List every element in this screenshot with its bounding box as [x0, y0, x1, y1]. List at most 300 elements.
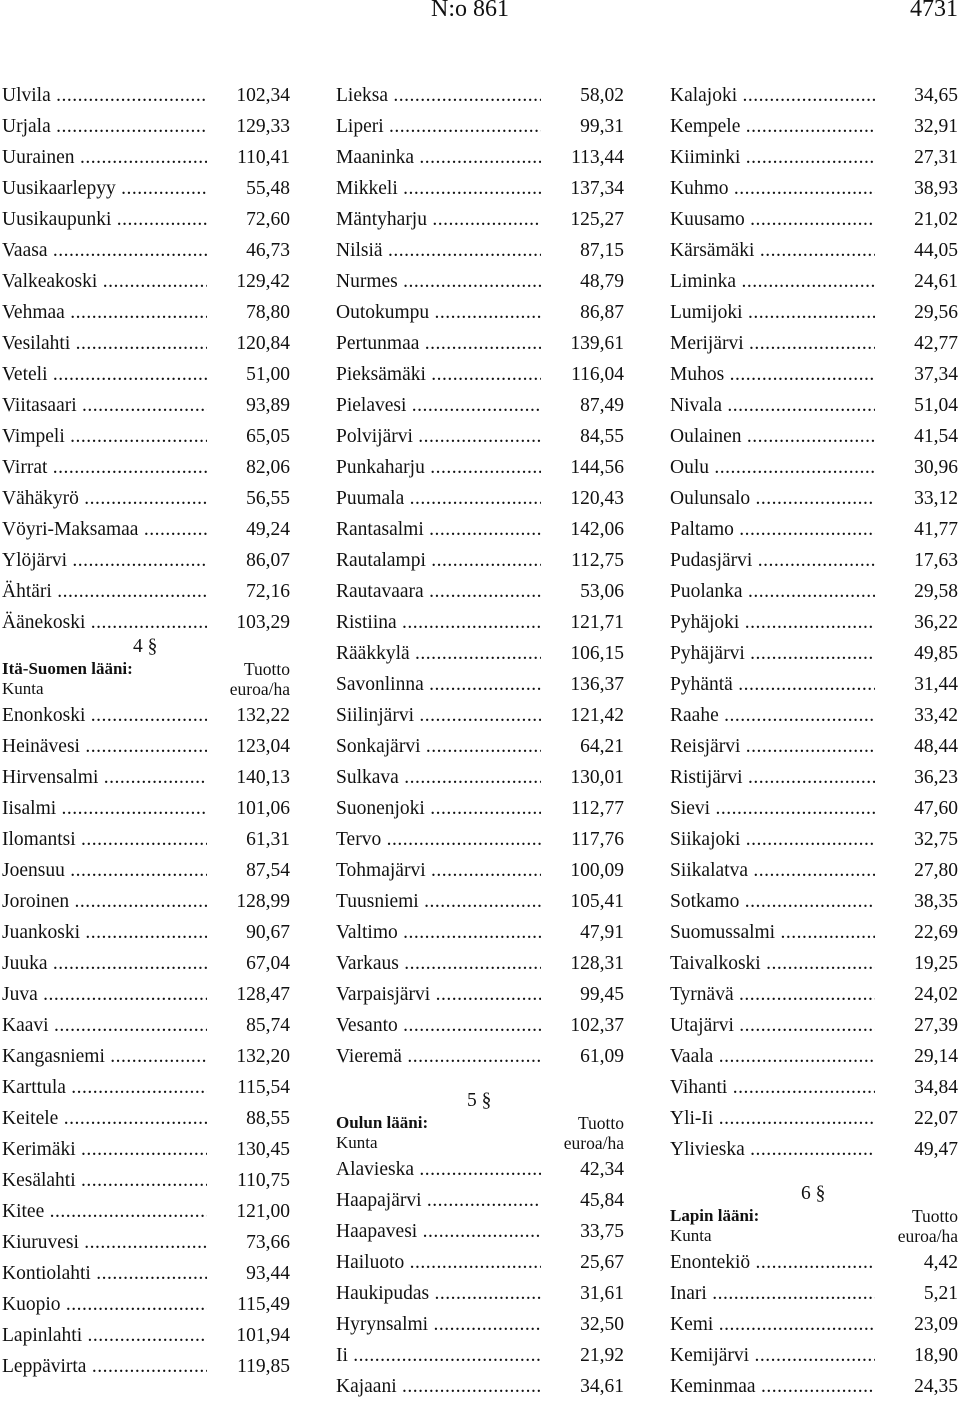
yield-value: 112,77	[571, 798, 624, 819]
municipality-name: Haapajärvi .....	[336, 1185, 541, 1216]
list-item	[2, 824, 290, 855]
municipality-name: Joensuu .....	[2, 855, 207, 886]
column-label-kunta: Kunta	[336, 1133, 378, 1152]
municipality-name: Varkaus .....	[336, 948, 541, 979]
yield-value: 115,54	[237, 1077, 290, 1098]
list-item	[336, 824, 624, 855]
municipality-name: Liperi .....	[336, 111, 541, 142]
municipality-name: Iisalmi .....	[2, 793, 207, 824]
municipality-name: Ylöjärvi .....	[2, 545, 207, 576]
list-item	[2, 545, 290, 576]
list-item	[670, 483, 958, 514]
municipality-name: Merijärvi .....	[670, 328, 875, 359]
yield-value: 90,67	[246, 922, 290, 943]
yield-value: 47,91	[580, 922, 624, 943]
municipality-name: Juankoski .....	[2, 917, 207, 948]
yield-value: 72,16	[246, 581, 290, 602]
list-item	[2, 1289, 290, 1320]
municipality-name: Muhos .....	[670, 359, 875, 390]
municipality-name: Sievi .....	[670, 793, 875, 824]
column-label-unit: euroa/ha	[229, 679, 290, 699]
list-item	[670, 1010, 958, 1041]
yield-value: 137,34	[570, 178, 624, 199]
yield-value: 101,94	[236, 1325, 290, 1346]
list-item	[670, 762, 958, 793]
municipality-name: Liminka .....	[670, 266, 875, 297]
yield-value: 99,45	[580, 984, 624, 1005]
yield-value: 42,34	[580, 1159, 624, 1180]
municipality-name: Siilinjärvi .....	[336, 700, 541, 731]
yield-value: 120,84	[236, 333, 290, 354]
yield-value: 29,56	[914, 302, 958, 323]
municipality-name: Veteli .....	[2, 359, 207, 390]
municipality-name: Reisjärvi .....	[670, 731, 875, 762]
yield-value: 105,41	[570, 891, 624, 912]
yield-value: 110,41	[237, 147, 290, 168]
section-title: Lapin lääni:	[670, 1206, 760, 1225]
yield-value: 103,29	[236, 612, 290, 633]
yield-value: 31,61	[580, 1283, 624, 1304]
municipality-name: Ristijärvi .....	[670, 762, 875, 793]
municipality-name: Ulvila .....	[2, 80, 207, 111]
list-item	[670, 514, 958, 545]
yield-value: 140,13	[236, 767, 290, 788]
municipality-name: Sotkamo .....	[670, 886, 875, 917]
yield-value: 23,09	[914, 1314, 958, 1335]
yield-value: 128,99	[236, 891, 290, 912]
list-item	[670, 266, 958, 297]
municipality-name: Tervo .....	[336, 824, 541, 855]
yield-value: 33,75	[580, 1221, 624, 1242]
list-item	[336, 452, 624, 483]
yield-value: 27,39	[914, 1015, 958, 1036]
yield-value: 67,04	[246, 953, 290, 974]
yield-value: 38,93	[914, 178, 958, 199]
yield-value: 84,55	[580, 426, 624, 447]
section-header-ita-suomi	[2, 638, 290, 700]
list-item	[670, 1309, 958, 1340]
list-item	[2, 452, 290, 483]
yield-value: 132,22	[236, 705, 290, 726]
municipality-name: Paltamo .....	[670, 514, 875, 545]
yield-value: 129,33	[236, 116, 290, 137]
yield-value: 27,80	[914, 860, 958, 881]
yield-value: 32,91	[914, 116, 958, 137]
list-item	[2, 483, 290, 514]
list-item	[2, 979, 290, 1010]
list-item	[670, 545, 958, 576]
list-item	[2, 1134, 290, 1165]
yield-value: 93,44	[246, 1263, 290, 1284]
list-item	[2, 1010, 290, 1041]
list-item	[336, 638, 624, 669]
yield-value: 121,00	[236, 1201, 290, 1222]
municipality-name: Lieksa .....	[336, 80, 541, 111]
list-item	[2, 390, 290, 421]
municipality-name: Enonkoski .....	[2, 700, 207, 731]
list-item	[670, 111, 958, 142]
municipality-name: Kontiolahti .....	[2, 1258, 207, 1289]
municipality-name: Haapavesi .....	[336, 1216, 541, 1247]
list-item	[336, 948, 624, 979]
list-item	[2, 142, 290, 173]
yield-value: 24,02	[914, 984, 958, 1005]
list-block	[2, 700, 290, 1382]
list-block	[336, 80, 624, 1072]
list-block	[336, 1154, 624, 1402]
list-item	[336, 1010, 624, 1041]
list-item	[336, 111, 624, 142]
list-item	[336, 1371, 624, 1402]
list-item	[670, 1371, 958, 1402]
list-block	[2, 80, 290, 638]
yield-value: 41,77	[914, 519, 958, 540]
yield-value: 61,09	[580, 1046, 624, 1067]
municipality-name: Leppävirta .....	[2, 1351, 207, 1382]
yield-value: 110,75	[237, 1170, 290, 1191]
municipality-name: Uurainen .....	[2, 142, 207, 173]
list-item	[2, 1351, 290, 1382]
list-item	[2, 204, 290, 235]
municipality-name: Kärsämäki .....	[670, 235, 875, 266]
column-label-kunta: Kunta	[670, 1226, 712, 1245]
yield-value: 78,80	[246, 302, 290, 323]
list-item	[336, 1340, 624, 1371]
yield-value: 49,85	[914, 643, 958, 664]
list-item	[2, 762, 290, 793]
yield-value: 87,49	[580, 395, 624, 416]
yield-value: 17,63	[914, 550, 958, 571]
yield-value: 48,44	[914, 736, 958, 757]
list-item	[670, 297, 958, 328]
yield-value: 33,42	[914, 705, 958, 726]
yield-value: 30,96	[914, 457, 958, 478]
yield-value: 120,43	[570, 488, 624, 509]
list-item	[336, 1041, 624, 1072]
yield-value: 115,49	[237, 1294, 290, 1315]
municipality-name: Pyhäjärvi .....	[670, 638, 875, 669]
list-item	[670, 80, 958, 111]
list-item	[2, 700, 290, 731]
list-item	[670, 1247, 958, 1278]
municipality-name: Outokumpu .....	[336, 297, 541, 328]
yield-value: 29,14	[914, 1046, 958, 1067]
municipality-name: Siikajoki .....	[670, 824, 875, 855]
municipality-name: Ristiina .....	[336, 607, 541, 638]
municipality-name: Valkeakoski .....	[2, 266, 207, 297]
municipality-name: Kangasniemi .....	[2, 1041, 207, 1072]
yield-value: 102,37	[570, 1015, 624, 1036]
yield-value: 88,55	[246, 1108, 290, 1129]
list-item	[336, 514, 624, 545]
list-item	[670, 421, 958, 452]
list-item	[2, 731, 290, 762]
yield-value: 21,92	[580, 1345, 624, 1366]
municipality-name: Mäntyharju .....	[336, 204, 541, 235]
yield-value: 58,02	[580, 85, 624, 106]
yield-value: 29,58	[914, 581, 958, 602]
municipality-name: Kemijärvi .....	[670, 1340, 875, 1371]
list-item	[2, 1320, 290, 1351]
yield-value: 27,31	[914, 147, 958, 168]
municipality-name: Pudasjärvi .....	[670, 545, 875, 576]
yield-value: 101,06	[236, 798, 290, 819]
list-item	[670, 452, 958, 483]
municipality-name: Karttula .....	[2, 1072, 207, 1103]
yield-value: 65,05	[246, 426, 290, 447]
column-label-tuotto: Tuotto	[577, 1113, 624, 1133]
list-item	[2, 359, 290, 390]
yield-value: 53,06	[580, 581, 624, 602]
list-item	[670, 359, 958, 390]
yield-value: 25,67	[580, 1252, 624, 1273]
list-item	[2, 1041, 290, 1072]
yield-value: 36,23	[914, 767, 958, 788]
column-label-tuotto: Tuotto	[243, 659, 290, 679]
list-item	[336, 917, 624, 948]
list-item	[336, 855, 624, 886]
list-item	[2, 421, 290, 452]
municipality-name: Vöyri-Maksamaa .....	[2, 514, 207, 545]
list-item	[336, 1278, 624, 1309]
municipality-name: Suonenjoki .....	[336, 793, 541, 824]
yield-value: 132,20	[236, 1046, 290, 1067]
yield-value: 47,60	[914, 798, 958, 819]
municipality-name: Vesanto .....	[336, 1010, 541, 1041]
yield-value: 34,65	[914, 85, 958, 106]
yield-value: 37,34	[914, 364, 958, 385]
municipality-name: Alavieska .....	[336, 1154, 541, 1185]
municipality-name: Vieremä .....	[336, 1041, 541, 1072]
municipality-name: Tyrnävä .....	[670, 979, 875, 1010]
yield-value: 41,54	[914, 426, 958, 447]
section-number: 6 §	[801, 1183, 826, 1204]
municipality-name: Inari .....	[670, 1278, 875, 1309]
list-item	[2, 1103, 290, 1134]
list-item	[2, 514, 290, 545]
column-label-unit: euroa/ha	[897, 1226, 958, 1246]
yield-value: 38,35	[914, 891, 958, 912]
yield-value: 129,42	[236, 271, 290, 292]
municipality-name: Pielavesi .....	[336, 390, 541, 421]
yield-value: 100,09	[570, 860, 624, 881]
municipality-name: Valtimo .....	[336, 917, 541, 948]
list-item	[336, 1185, 624, 1216]
list-item	[670, 142, 958, 173]
list-item	[336, 421, 624, 452]
list-item	[336, 359, 624, 390]
list-item	[336, 545, 624, 576]
municipality-name: Vehmaa .....	[2, 297, 207, 328]
column-3	[670, 80, 958, 1402]
municipality-name: Tuusniemi .....	[336, 886, 541, 917]
list-item	[670, 328, 958, 359]
municipality-name: Uusikaarlepyy .....	[2, 173, 207, 204]
list-item	[2, 886, 290, 917]
list-item	[2, 948, 290, 979]
list-item	[2, 297, 290, 328]
yield-value: 123,04	[236, 736, 290, 757]
list-item	[2, 1072, 290, 1103]
municipality-name: Sonkajärvi .....	[336, 731, 541, 762]
municipality-name: Kesälahti .....	[2, 1165, 207, 1196]
yield-value: 93,89	[246, 395, 290, 416]
yield-value: 142,06	[570, 519, 624, 540]
yield-value: 113,44	[571, 147, 624, 168]
yield-value: 128,31	[570, 953, 624, 974]
yield-value: 144,56	[570, 457, 624, 478]
yield-value: 5,21	[923, 1283, 958, 1304]
list-item	[670, 793, 958, 824]
yield-value: 48,79	[580, 271, 624, 292]
page-number: 4731	[910, 0, 958, 22]
municipality-name: Enontekiö .....	[670, 1247, 875, 1278]
yield-value: 82,06	[246, 457, 290, 478]
list-item	[336, 669, 624, 700]
municipality-name: Kiiminki .....	[670, 142, 875, 173]
yield-value: 51,04	[914, 395, 958, 416]
municipality-name: Kerimäki .....	[2, 1134, 207, 1165]
municipality-name: Vähäkyrö .....	[2, 483, 207, 514]
list-item	[670, 576, 958, 607]
yield-value: 55,48	[246, 178, 290, 199]
list-item	[2, 855, 290, 886]
municipality-name: Viitasaari .....	[2, 390, 207, 421]
list-item	[670, 731, 958, 762]
list-item	[670, 1340, 958, 1371]
list-block	[670, 1247, 958, 1402]
municipality-name: Urjala .....	[2, 111, 207, 142]
yield-value: 21,02	[914, 209, 958, 230]
municipality-name: Kuopio .....	[2, 1289, 207, 1320]
list-item	[336, 266, 624, 297]
yield-value: 85,74	[246, 1015, 290, 1036]
municipality-name: Kemi .....	[670, 1309, 875, 1340]
list-item	[336, 1154, 624, 1185]
municipality-name: Yli-Ii .....	[670, 1103, 875, 1134]
list-item	[2, 793, 290, 824]
list-item	[670, 638, 958, 669]
yield-value: 87,15	[580, 240, 624, 261]
list-item	[670, 979, 958, 1010]
section-header-lappi	[670, 1185, 958, 1247]
municipality-name: Nurmes .....	[336, 266, 541, 297]
yield-value: 31,44	[914, 674, 958, 695]
yield-value: 121,42	[570, 705, 624, 726]
list-item	[670, 669, 958, 700]
yield-value: 117,76	[571, 829, 624, 850]
yield-value: 42,77	[914, 333, 958, 354]
yield-value: 24,61	[914, 271, 958, 292]
section-title: Oulun lääni:	[336, 1113, 429, 1132]
list-item	[670, 855, 958, 886]
municipality-name: Nilsiä .....	[336, 235, 541, 266]
yield-value: 64,21	[580, 736, 624, 757]
municipality-name: Maaninka .....	[336, 142, 541, 173]
municipality-name: Hyrynsalmi .....	[336, 1309, 541, 1340]
list-item	[670, 235, 958, 266]
list-item	[2, 1196, 290, 1227]
municipality-name: Mikkeli .....	[336, 173, 541, 204]
municipality-name: Pieksämäki .....	[336, 359, 541, 390]
municipality-name: Varpaisjärvi .....	[336, 979, 541, 1010]
yield-value: 56,55	[246, 488, 290, 509]
yield-value: 112,75	[571, 550, 624, 571]
list-item	[336, 731, 624, 762]
list-item	[336, 390, 624, 421]
yield-value: 34,84	[914, 1077, 958, 1098]
yield-value: 36,22	[914, 612, 958, 633]
yield-value: 99,31	[580, 116, 624, 137]
list-item	[670, 917, 958, 948]
municipality-name: Heinävesi .....	[2, 731, 207, 762]
municipality-name: Siikalatva .....	[670, 855, 875, 886]
list-item	[336, 793, 624, 824]
list-item	[670, 173, 958, 204]
list-item	[336, 297, 624, 328]
municipality-name: Pertunmaa .....	[336, 328, 541, 359]
municipality-name: Rääkkylä .....	[336, 638, 541, 669]
list-item	[2, 576, 290, 607]
municipality-name: Ii .....	[336, 1340, 541, 1371]
list-item	[2, 173, 290, 204]
municipality-name: Puumala .....	[336, 483, 541, 514]
list-item	[670, 700, 958, 731]
municipality-name: Lumijoki .....	[670, 297, 875, 328]
municipality-name: Polvijärvi .....	[336, 421, 541, 452]
yield-value: 73,66	[246, 1232, 290, 1253]
yield-value: 22,69	[914, 922, 958, 943]
municipality-name: Uusikaupunki .....	[2, 204, 207, 235]
municipality-name: Raahe .....	[670, 700, 875, 731]
list-item	[670, 1134, 958, 1165]
municipality-name: Ylivieska .....	[670, 1134, 875, 1165]
list-item	[2, 266, 290, 297]
list-item	[670, 1041, 958, 1072]
list-item	[336, 576, 624, 607]
municipality-name: Vaasa .....	[2, 235, 207, 266]
list-item	[336, 80, 624, 111]
yield-value: 46,73	[246, 240, 290, 261]
list-item	[336, 173, 624, 204]
yield-value: 125,27	[570, 209, 624, 230]
municipality-name: Oulu .....	[670, 452, 875, 483]
municipality-name: Kaavi .....	[2, 1010, 207, 1041]
municipality-name: Kitee .....	[2, 1196, 207, 1227]
municipality-name: Keitele .....	[2, 1103, 207, 1134]
yield-value: 4,42	[923, 1252, 958, 1273]
column-1	[2, 80, 290, 1382]
municipality-name: Rautavaara .....	[336, 576, 541, 607]
list-item	[2, 235, 290, 266]
list-item	[336, 235, 624, 266]
list-item	[336, 979, 624, 1010]
municipality-name: Virrat .....	[2, 452, 207, 483]
municipality-name: Kajaani .....	[336, 1371, 541, 1402]
municipality-name: Tohmajärvi .....	[336, 855, 541, 886]
list-item	[2, 1258, 290, 1289]
list-item	[336, 328, 624, 359]
municipality-name: Juuka .....	[2, 948, 207, 979]
section-title: Itä-Suomen lääni:	[2, 659, 133, 678]
list-item	[2, 917, 290, 948]
column-label-kunta: Kunta	[2, 679, 44, 698]
yield-value: 102,34	[236, 85, 290, 106]
issue-number: N:o 861	[431, 0, 509, 22]
yield-value: 119,85	[237, 1356, 290, 1377]
list-item	[2, 80, 290, 111]
yield-value: 86,87	[580, 302, 624, 323]
